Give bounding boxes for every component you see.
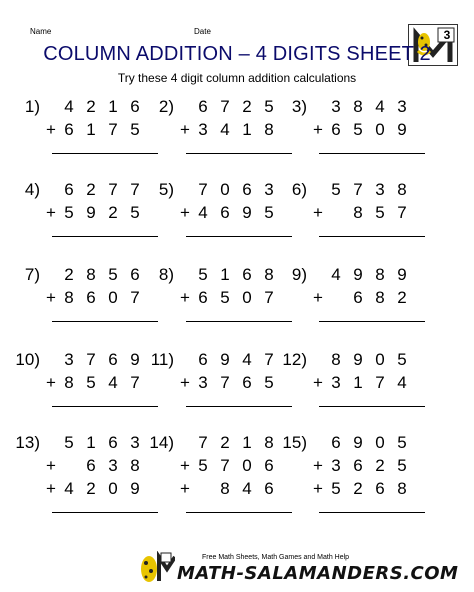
problem xyxy=(275,97,425,187)
problem-number: 7) xyxy=(24,265,40,284)
digit: 7 xyxy=(108,180,118,199)
digit: 8 xyxy=(220,479,230,498)
digit: 6 xyxy=(331,120,341,139)
digit: 3 xyxy=(198,373,208,392)
digit: 7 xyxy=(220,456,230,475)
problem xyxy=(275,433,425,523)
addend-row xyxy=(311,456,417,476)
addend-row xyxy=(178,433,284,453)
digit: 6 xyxy=(242,373,252,392)
digit: 5 xyxy=(64,203,74,222)
addend-row xyxy=(178,203,284,223)
plus-sign: + xyxy=(46,456,56,475)
plus-sign: + xyxy=(313,203,323,222)
digit: 8 xyxy=(353,203,363,222)
addend-row xyxy=(178,373,284,393)
digit: 6 xyxy=(86,456,96,475)
digit: 9 xyxy=(130,350,140,369)
digit: 3 xyxy=(331,373,341,392)
problem-number: 6) xyxy=(291,180,307,199)
addend-row xyxy=(44,456,150,476)
name-label: Name xyxy=(30,27,52,36)
digit: 7 xyxy=(130,288,140,307)
digit: 2 xyxy=(108,203,118,222)
digit: 6 xyxy=(375,479,385,498)
digit: 0 xyxy=(375,350,385,369)
digit: 4 xyxy=(375,97,385,116)
problem-number: 3) xyxy=(291,97,307,116)
digit: 8 xyxy=(64,373,74,392)
digit: 8 xyxy=(264,120,274,139)
digit: 0 xyxy=(375,120,385,139)
footer-brand: MATH-SALAMANDERS.COM xyxy=(177,563,459,584)
addend-row xyxy=(311,203,417,223)
digit: 6 xyxy=(108,350,118,369)
plus-sign: + xyxy=(313,479,323,498)
problem xyxy=(8,265,158,355)
digit: 6 xyxy=(264,479,274,498)
addend-row xyxy=(178,479,284,499)
plus-sign: + xyxy=(180,373,190,392)
digit: 6 xyxy=(198,350,208,369)
digit: 8 xyxy=(86,265,96,284)
digit: 7 xyxy=(198,433,208,452)
digit: 9 xyxy=(86,203,96,222)
digit: 2 xyxy=(353,479,363,498)
digit: 6 xyxy=(242,180,252,199)
digit: 5 xyxy=(397,456,407,475)
addend-row xyxy=(44,120,150,140)
digit: 2 xyxy=(86,479,96,498)
digit: 2 xyxy=(64,265,74,284)
addend-row xyxy=(178,288,284,308)
page-title: COLUMN ADDITION – 4 DIGITS SHEET 2 xyxy=(43,43,431,65)
digit: 4 xyxy=(64,479,74,498)
addend-row xyxy=(311,373,417,393)
plus-sign: + xyxy=(46,120,56,139)
digit: 5 xyxy=(86,373,96,392)
date-label: Date xyxy=(194,27,211,36)
digit: 8 xyxy=(130,456,140,475)
digit: 6 xyxy=(331,433,341,452)
footer-tagline: Free Math Sheets, Math Games and Math Help xyxy=(202,554,350,561)
digit: 8 xyxy=(375,265,385,284)
digit: 9 xyxy=(397,120,407,139)
problem xyxy=(275,265,425,355)
digit: 6 xyxy=(108,433,118,452)
digit: 9 xyxy=(353,433,363,452)
addend-row xyxy=(311,97,417,117)
addend-row xyxy=(44,433,150,453)
digit: 9 xyxy=(353,350,363,369)
digit: 6 xyxy=(130,265,140,284)
plus-sign: + xyxy=(46,479,56,498)
addend-row xyxy=(311,288,417,308)
problem xyxy=(142,350,292,440)
problem-number: 4) xyxy=(24,180,40,199)
problem-number: 15) xyxy=(282,433,307,452)
digit: 0 xyxy=(375,433,385,452)
digit: 2 xyxy=(242,97,252,116)
answer-line xyxy=(319,406,425,407)
plus-sign: + xyxy=(313,120,323,139)
digit: 4 xyxy=(242,350,252,369)
problem xyxy=(275,180,425,270)
digit: 5 xyxy=(130,120,140,139)
digit: 6 xyxy=(220,203,230,222)
digit: 3 xyxy=(64,350,74,369)
digit: 5 xyxy=(264,97,274,116)
addend-row xyxy=(178,97,284,117)
digit: 6 xyxy=(198,97,208,116)
digit: 4 xyxy=(242,479,252,498)
digit: 3 xyxy=(198,120,208,139)
digit: 6 xyxy=(242,265,252,284)
addend-row xyxy=(44,350,150,370)
addend-row xyxy=(311,433,417,453)
plus-sign: + xyxy=(46,203,56,222)
digit: 6 xyxy=(198,288,208,307)
digit: 3 xyxy=(108,456,118,475)
addend-row xyxy=(311,479,417,499)
digit: 7 xyxy=(375,373,385,392)
digit: 1 xyxy=(242,433,252,452)
problem-number: 12) xyxy=(282,350,307,369)
grade-badge: 3 xyxy=(443,28,451,42)
problem xyxy=(275,350,425,440)
digit: 5 xyxy=(331,479,341,498)
plus-sign: + xyxy=(313,288,323,307)
plus-sign: + xyxy=(313,373,323,392)
problem xyxy=(8,97,158,187)
digit: 6 xyxy=(64,120,74,139)
plus-sign: + xyxy=(46,288,56,307)
digit: 1 xyxy=(220,265,230,284)
problem xyxy=(142,180,292,270)
digit: 4 xyxy=(220,120,230,139)
addend-row xyxy=(178,180,284,200)
digit: 6 xyxy=(86,288,96,307)
addend-row xyxy=(311,180,417,200)
digit: 3 xyxy=(331,456,341,475)
plus-sign: + xyxy=(180,288,190,307)
plus-sign: + xyxy=(180,120,190,139)
digit: 5 xyxy=(397,350,407,369)
digit: 5 xyxy=(264,203,274,222)
addend-row xyxy=(44,180,150,200)
problem-number: 8) xyxy=(158,265,174,284)
problem xyxy=(142,433,292,523)
addend-row xyxy=(44,97,150,117)
problem xyxy=(8,350,158,440)
digit: 7 xyxy=(220,373,230,392)
problem xyxy=(8,180,158,270)
digit: 0 xyxy=(220,180,230,199)
digit: 0 xyxy=(108,479,118,498)
digit: 7 xyxy=(397,203,407,222)
digit: 1 xyxy=(242,120,252,139)
digit: 7 xyxy=(198,180,208,199)
digit: 5 xyxy=(108,265,118,284)
answer-line xyxy=(319,153,425,154)
digit: 8 xyxy=(264,265,274,284)
problem-number: 10) xyxy=(15,350,40,369)
digit: 9 xyxy=(130,479,140,498)
digit: 8 xyxy=(64,288,74,307)
digit: 0 xyxy=(242,456,252,475)
digit: 7 xyxy=(86,350,96,369)
plus-sign: + xyxy=(313,456,323,475)
digit: 2 xyxy=(86,97,96,116)
digit: 5 xyxy=(64,433,74,452)
digit: 4 xyxy=(108,373,118,392)
digit: 2 xyxy=(397,288,407,307)
digit: 3 xyxy=(130,433,140,452)
digit: 8 xyxy=(397,479,407,498)
digit: 6 xyxy=(64,180,74,199)
digit: 7 xyxy=(264,350,274,369)
addend-row xyxy=(311,120,417,140)
addend-row xyxy=(44,373,150,393)
addend-row xyxy=(44,479,150,499)
digit: 5 xyxy=(397,433,407,452)
digit: 4 xyxy=(397,373,407,392)
digit: 9 xyxy=(220,350,230,369)
addend-row xyxy=(178,120,284,140)
plus-sign: + xyxy=(180,203,190,222)
digit: 0 xyxy=(108,288,118,307)
digit: 5 xyxy=(375,203,385,222)
digit: 8 xyxy=(353,97,363,116)
page-subtitle: Try these 4 digit column addition calculations xyxy=(117,71,357,85)
digit: 5 xyxy=(130,203,140,222)
problem-number: 11) xyxy=(150,350,174,369)
digit: 6 xyxy=(264,456,274,475)
footer-salamander-icon xyxy=(135,551,175,587)
answer-line xyxy=(319,321,425,322)
digit: 3 xyxy=(331,97,341,116)
problem-number: 1) xyxy=(24,97,40,116)
addend-row xyxy=(44,203,150,223)
digit: 6 xyxy=(353,288,363,307)
digit: 9 xyxy=(242,203,252,222)
problem-number: 9) xyxy=(291,265,307,284)
digit: 7 xyxy=(353,180,363,199)
problem xyxy=(142,97,292,187)
problem-number: 2) xyxy=(158,97,174,116)
digit: 4 xyxy=(198,203,208,222)
plus-sign: + xyxy=(180,456,190,475)
digit: 8 xyxy=(375,288,385,307)
digit: 5 xyxy=(198,265,208,284)
addend-row xyxy=(178,265,284,285)
digit: 3 xyxy=(375,180,385,199)
addend-row xyxy=(178,456,284,476)
digit: 3 xyxy=(264,180,274,199)
digit: 1 xyxy=(86,433,96,452)
addend-row xyxy=(311,265,417,285)
digit: 5 xyxy=(220,288,230,307)
digit: 1 xyxy=(353,373,363,392)
digit: 8 xyxy=(331,350,341,369)
digit: 1 xyxy=(86,120,96,139)
digit: 6 xyxy=(130,97,140,116)
digit: 9 xyxy=(397,265,407,284)
digit: 2 xyxy=(86,180,96,199)
digit: 7 xyxy=(130,373,140,392)
problem xyxy=(142,265,292,355)
digit: 7 xyxy=(108,120,118,139)
digit: 5 xyxy=(264,373,274,392)
digit: 8 xyxy=(397,180,407,199)
answer-line xyxy=(319,512,425,513)
digit: 7 xyxy=(264,288,274,307)
digit: 4 xyxy=(331,265,341,284)
digit: 5 xyxy=(331,180,341,199)
addend-row xyxy=(44,288,150,308)
problem-number: 5) xyxy=(158,180,174,199)
addend-row xyxy=(44,265,150,285)
answer-line xyxy=(319,236,425,237)
digit: 7 xyxy=(220,97,230,116)
digit: 8 xyxy=(264,433,274,452)
digit: 2 xyxy=(375,456,385,475)
addend-row xyxy=(311,350,417,370)
problem xyxy=(8,433,158,523)
digit: 0 xyxy=(242,288,252,307)
addend-row xyxy=(178,350,284,370)
digit: 2 xyxy=(220,433,230,452)
problem-number: 14) xyxy=(149,433,174,452)
digit: 3 xyxy=(397,97,407,116)
digit: 7 xyxy=(130,180,140,199)
digit: 9 xyxy=(353,265,363,284)
digit: 5 xyxy=(353,120,363,139)
digit: 1 xyxy=(108,97,118,116)
plus-sign: + xyxy=(180,479,190,498)
digit: 5 xyxy=(198,456,208,475)
digit: 6 xyxy=(353,456,363,475)
digit: 4 xyxy=(64,97,74,116)
plus-sign: + xyxy=(46,373,56,392)
problem-number: 13) xyxy=(15,433,40,452)
